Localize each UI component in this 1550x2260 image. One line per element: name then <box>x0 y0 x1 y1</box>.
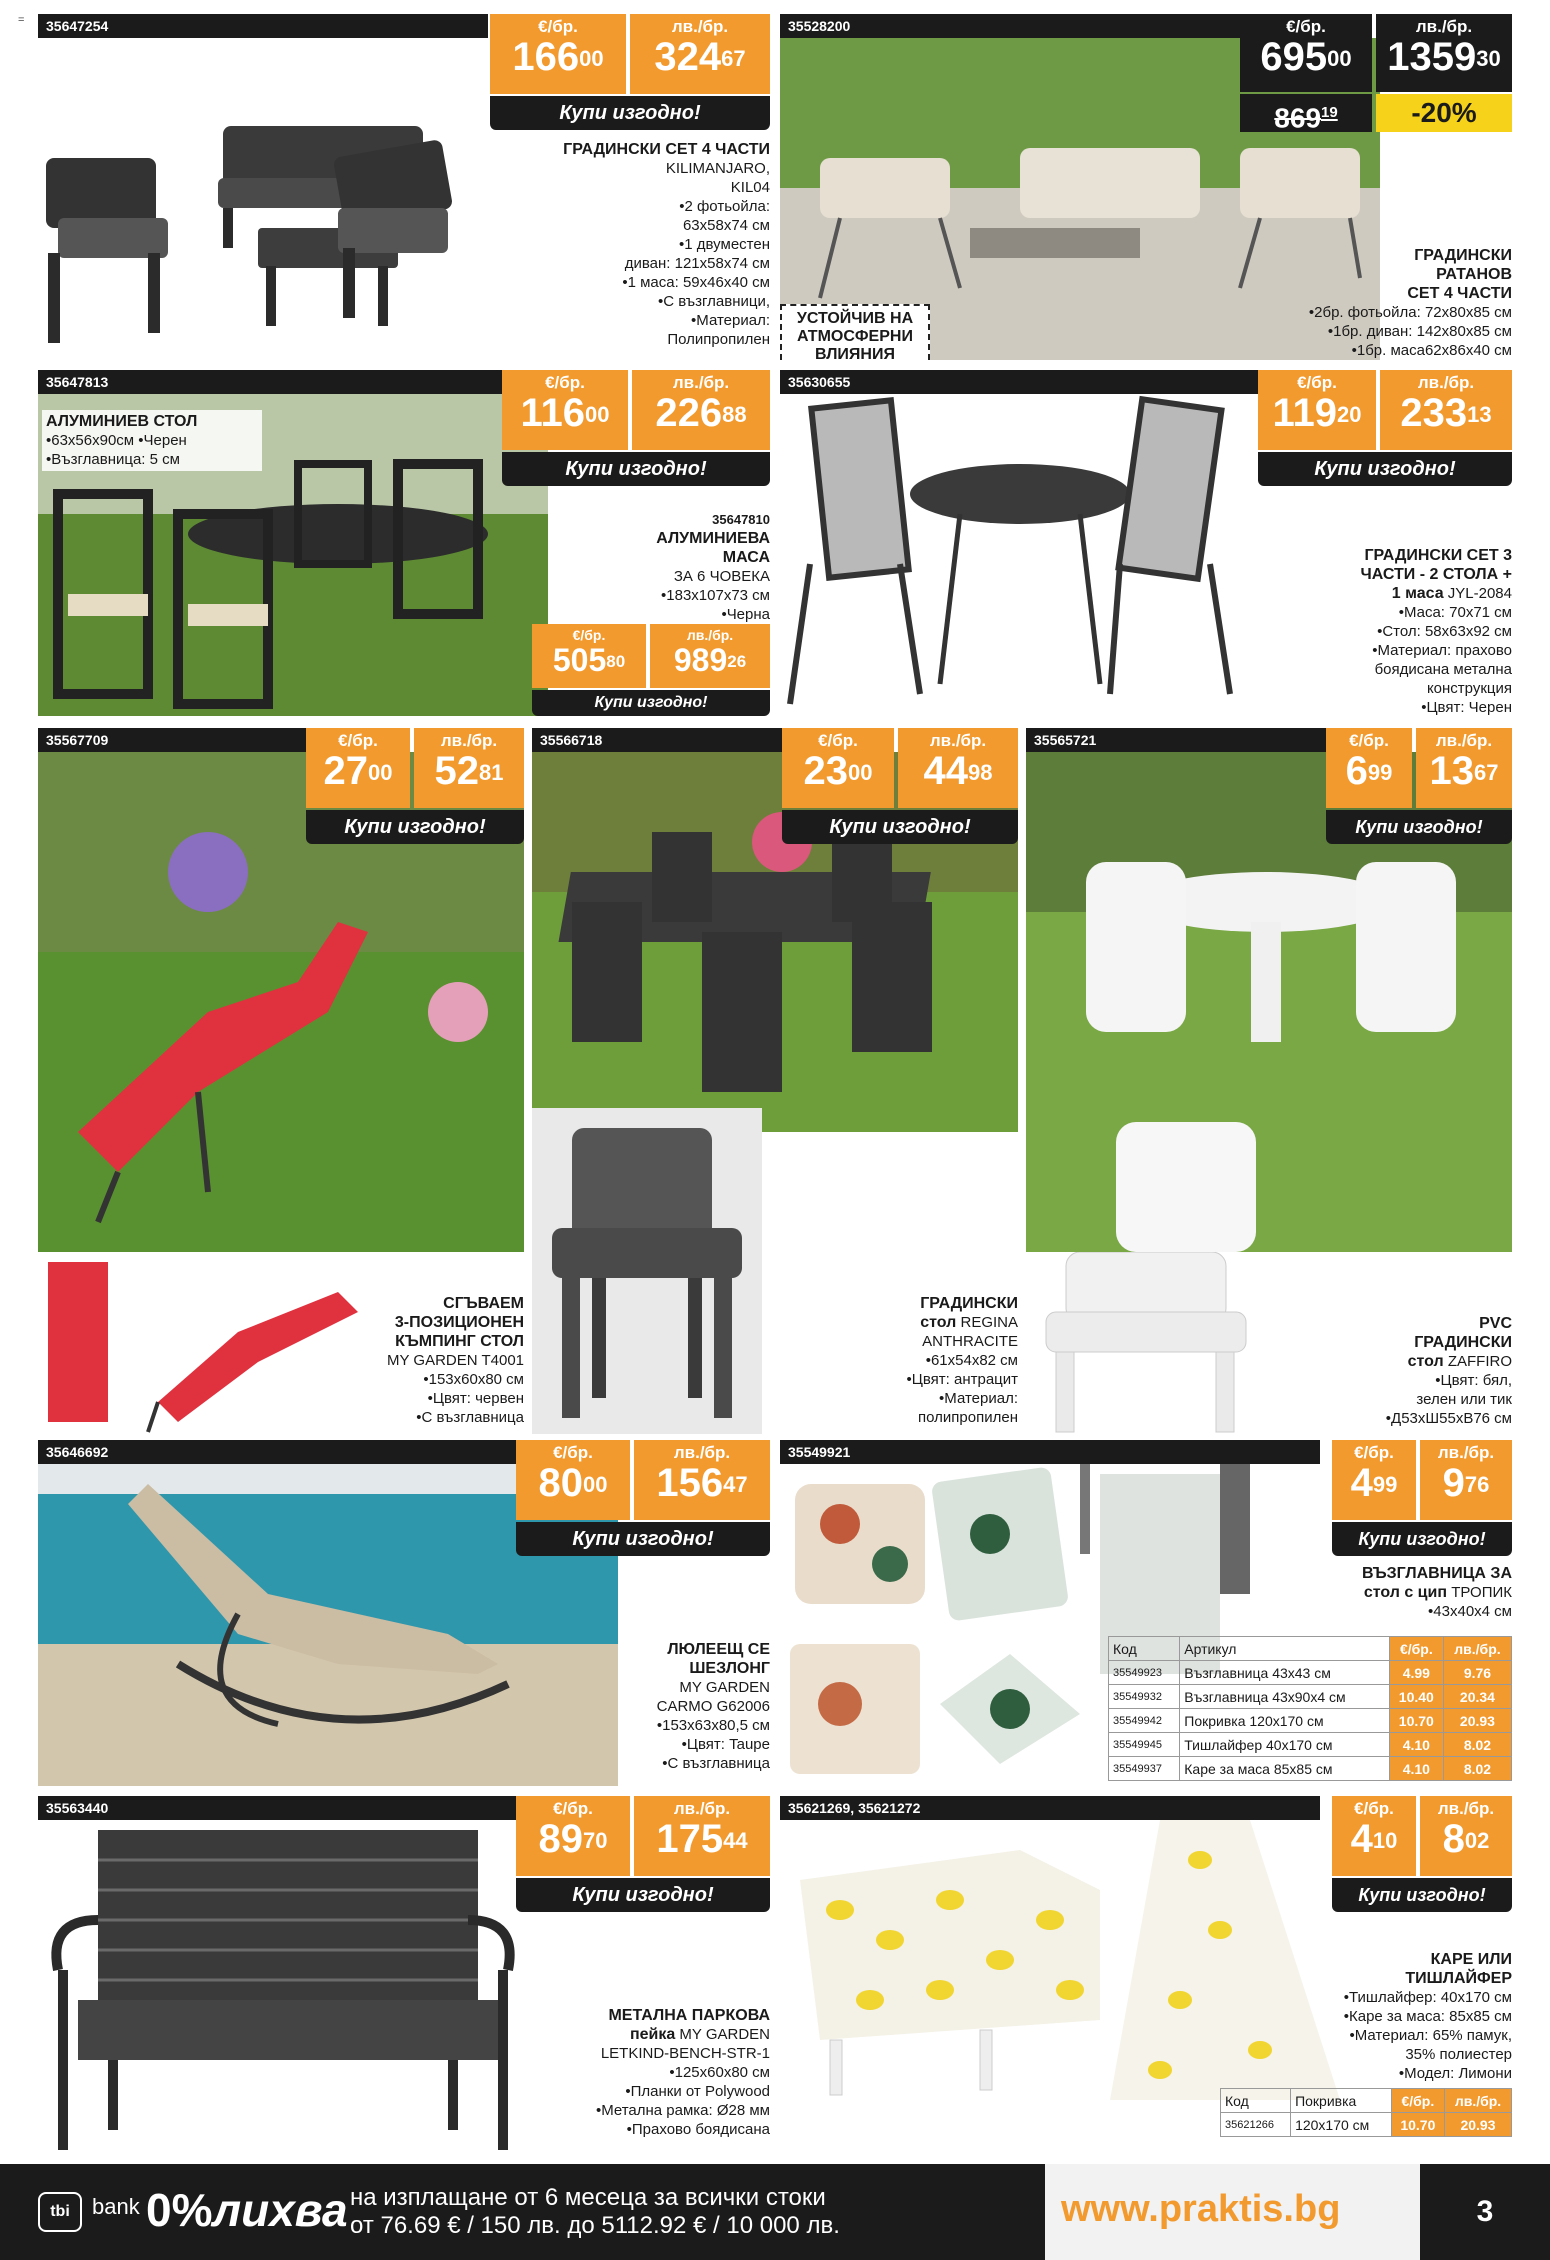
price-box <box>782 728 1018 846</box>
zero-percent: 0%лихва <box>146 2184 348 2236</box>
bgn-price: лв./бр. $233^{13}$ <box>1380 370 1512 450</box>
website-panel <box>1045 2164 1420 2260</box>
eur-price: €/бр. $80^{00}$ <box>516 1440 630 1520</box>
bgn-price: лв./бр. $226^{88}$ <box>632 370 770 450</box>
product-code: 35566718 <box>532 728 792 752</box>
eur-price: €/бр. $89^{70}$ <box>516 1796 630 1876</box>
bgn-price: лв./бр. $175^{44}$ <box>634 1796 770 1876</box>
table-price-box <box>532 624 770 716</box>
product-photo <box>38 1820 528 2160</box>
eur-price: €/бр. $119^{20}$ <box>1258 370 1376 450</box>
table-row: 35549942 Покривка 120x170 см 10.70 20.93 <box>1109 1709 1512 1733</box>
product-photo-chair <box>1026 1252 1266 1434</box>
eur-price: €/бр. $695^{00}$ <box>1240 14 1372 92</box>
product-code: 35565721 <box>1026 728 1326 752</box>
old-price: $869^{19}$ <box>1240 94 1372 132</box>
product-photo <box>780 1820 1340 2100</box>
bgn-price: лв./бр. $8^{02}$ <box>1420 1796 1512 1876</box>
product-code: 35621269, 35621272 <box>780 1796 1320 1820</box>
bgn-price: лв./бр. $13^{67}$ <box>1416 728 1512 808</box>
product-code: 35630655 <box>780 370 1260 394</box>
product-code: 35563440 <box>38 1796 518 1820</box>
buy-button[interactable]: Купи изгодно! <box>502 452 770 486</box>
chair-description: АЛУМИНИЕВ СТОЛ •63x56x90см •Черен •Възглавница: 5 см <box>42 410 262 471</box>
footer-banner <box>0 2164 1550 2260</box>
eur-price: €/бр. $27^{00}$ <box>306 728 410 808</box>
product-code: 35528200 <box>780 14 1240 38</box>
table-description: 35647810 АЛУМИНИЕВА МАСА ЗА 6 ЧОВЕКА •183x107x73 см •Черна <box>656 512 770 623</box>
bgn-price: лв./бр. $989^{26}$ <box>650 624 770 688</box>
buy-button[interactable]: Купи изгодно! <box>490 96 770 130</box>
buy-button[interactable]: Купи изгодно! <box>782 810 1018 844</box>
tbi-logo: tbi <box>38 2192 82 2232</box>
product-code: 35647254 <box>38 14 488 38</box>
product-description: ГРАДИНСКИ СЕТ 4 ЧАСТИ KILIMANJARO, KIL04 •2 фотьойла: 63x58x74 см •1 двуместен диван: 121x58x74 см •1 маса: 59x46x40 см •С възглавници, •Материал: Полипропилен <box>563 141 770 348</box>
product-photo <box>780 394 1250 716</box>
product-code: 35647813 <box>38 370 508 394</box>
product-description: PVC ГРАДИНСКИ стол ZAFFIRO •Цвят: бял, зелен или тик •Д53xШ55xВ76 см <box>1385 1315 1512 1427</box>
buy-button[interactable]: Купи изгодно! <box>516 1878 770 1912</box>
website-link[interactable]: www.praktis.bg <box>1061 2188 1341 2230</box>
table-row: 35549932 Възглавница 43x90x4 см 10.40 20.34 <box>1109 1685 1512 1709</box>
product-card-rattan <box>780 14 1512 360</box>
product-description: КАРЕ ИЛИ ТИШЛАЙФЕР •Тишлайфер: 40x170 см •Каре за маса: 85x85 см •Материал: 65% памук, 35% полиестер •Модел: Лимони <box>1343 1951 1512 2082</box>
price-box <box>1240 14 1512 132</box>
eur-price: €/бр. $4^{10}$ <box>1332 1796 1416 1876</box>
product-card-cushion <box>780 1440 1512 1786</box>
corner-mark: = <box>18 14 25 26</box>
bank-label: bank <box>92 2194 140 2219</box>
product-code: 35567709 <box>38 728 318 752</box>
weather-resistant-badge: УСТОЙЧИВ НА АТМОСФЕРНИ ВЛИЯНИЯ <box>780 304 930 360</box>
price-box <box>1332 1796 1512 1914</box>
page-number: 3 <box>1420 2164 1550 2260</box>
buy-button[interactable]: Купи изгодно! <box>306 810 524 844</box>
eur-price: €/бр. $6^{99}$ <box>1326 728 1412 808</box>
product-description: СГЪВАЕМ 3-ПОЗИЦИОНЕН КЪМПИНГ СТОЛ MY GARDEN T4001 •153x60x80 см •Цвят: червен •С възглавница <box>387 1295 524 1426</box>
table-row: 35549945 Тишлайфер 40x170 см 4.10 8.02 <box>1109 1733 1512 1757</box>
product-code: 35646692 <box>38 1440 518 1464</box>
chair-price-box <box>502 370 770 488</box>
bgn-price: лв./бр. $9^{76}$ <box>1420 1440 1512 1520</box>
product-description: ГРАДИНСКИ стол REGINA ANTHRACITE •61x54x82 см •Цвят: антрацит •Материал: полипропилен <box>906 1295 1018 1426</box>
cushion-price-table <box>1108 1636 1512 1781</box>
footer-terms: на изплащане от 6 месеца за всички стоки от 76.69 € / 150 лв. до 5112.92 € / 10 000 лв. <box>350 2184 840 2239</box>
tablecloth-price-table <box>1220 2088 1512 2137</box>
price-box <box>516 1796 770 1914</box>
bgn-price: лв./бр. 1359$^{30}$ <box>1376 14 1512 92</box>
bgn-price: лв./бр. $52^{81}$ <box>414 728 524 808</box>
product-card-tablecloth <box>780 1796 1512 2160</box>
product-description: ЛЮЛЕЕЩ СЕ ШЕЗЛОНГ MY GARDEN CARMO G62006 •153x63x80,5 см •Цвят: Taupe •С възглавница <box>656 1641 770 1772</box>
product-card-zaffiro <box>1026 728 1512 1434</box>
eur-price: €/бр. $23^{00}$ <box>782 728 894 808</box>
product-photo-small <box>38 1252 368 1434</box>
product-card-lounger <box>38 1440 770 1786</box>
table-row: 35549937 Каре за маса 85x85 см 4.10 8.02 <box>1109 1757 1512 1781</box>
price-box <box>490 14 770 132</box>
product-card-bench <box>38 1796 770 2160</box>
product-description: ГРАДИНСКИ СЕТ 3 ЧАСТИ - 2 СТОЛА + 1 маса JYL-2084 •Маса: 70x71 см •Стол: 58x63x92 см •Материал: прахово боядисана метална конструкция •Цвят: Черен <box>1360 547 1512 716</box>
product-card-aluminium <box>38 370 770 716</box>
price-box <box>306 728 524 846</box>
table-row: 35549923 Възглавница 43x43 см 4.99 9.76 <box>1109 1661 1512 1685</box>
price-box <box>1258 370 1512 488</box>
eur-price: €/бр. $4^{99}$ <box>1332 1440 1416 1520</box>
eur-price: €/бр. $116^{00}$ <box>502 370 628 450</box>
product-description: МЕТАЛНА ПАРКОВА пейка MY GARDEN LETKIND-BENCH-STR-1 •125x60x80 см •Планки от Polywood •Метална рамка: Ø28 мм •Прахово боядисана <box>595 2007 770 2138</box>
product-photo <box>38 38 458 360</box>
product-photo-chair <box>532 1108 762 1434</box>
buy-button[interactable]: Купи изгодно! <box>1258 452 1512 486</box>
discount-badge: -20% <box>1376 94 1512 132</box>
product-card-regina <box>532 728 1018 1434</box>
buy-button[interactable]: Купи изгодно! <box>516 1522 770 1556</box>
product-card-set3 <box>780 370 1512 716</box>
table-header-row: Код Покривка €/бр. лв./бр. <box>1221 2089 1512 2113</box>
product-description: ГРАДИНСКИ РАТАНОВ СЕТ 4 ЧАСТИ •2бр. фотьойла: 72x80x85 см •1бр. диван: 142x80x85 см •1бр. маса62x86x40 см <box>1308 247 1512 359</box>
buy-button[interactable]: Купи изгодно! <box>1326 810 1512 844</box>
price-box <box>1332 1440 1512 1558</box>
table-row: 35621266 120x170 см 10.70 20.93 <box>1221 2113 1512 2137</box>
table-header-row: Код Артикул €/бр. лв./бр. <box>1109 1637 1512 1661</box>
product-card-kilimanjaro <box>38 14 770 360</box>
price-box <box>1326 728 1512 846</box>
price-box <box>516 1440 770 1558</box>
product-code: 35549921 <box>780 1440 1320 1464</box>
bgn-price: лв./бр. $44^{98}$ <box>898 728 1018 808</box>
product-description: ВЪЗГЛАВНИЦА ЗА стол с цип ТРОПИК •43x40x4 см <box>1361 1565 1512 1620</box>
buy-button[interactable]: Купи изгодно! <box>1332 1522 1512 1556</box>
buy-button[interactable]: Купи изгодно! <box>1332 1878 1512 1912</box>
buy-button[interactable]: Купи изгодно! <box>532 690 770 716</box>
product-card-camping-chair <box>38 728 524 1434</box>
bgn-price: лв./бр. $324^{67}$ <box>630 14 770 94</box>
bgn-price: лв./бр. $156^{47}$ <box>634 1440 770 1520</box>
eur-price: €/бр. $166^{00}$ <box>490 14 626 94</box>
eur-price: €/бр. $505^{80}$ <box>532 624 646 688</box>
